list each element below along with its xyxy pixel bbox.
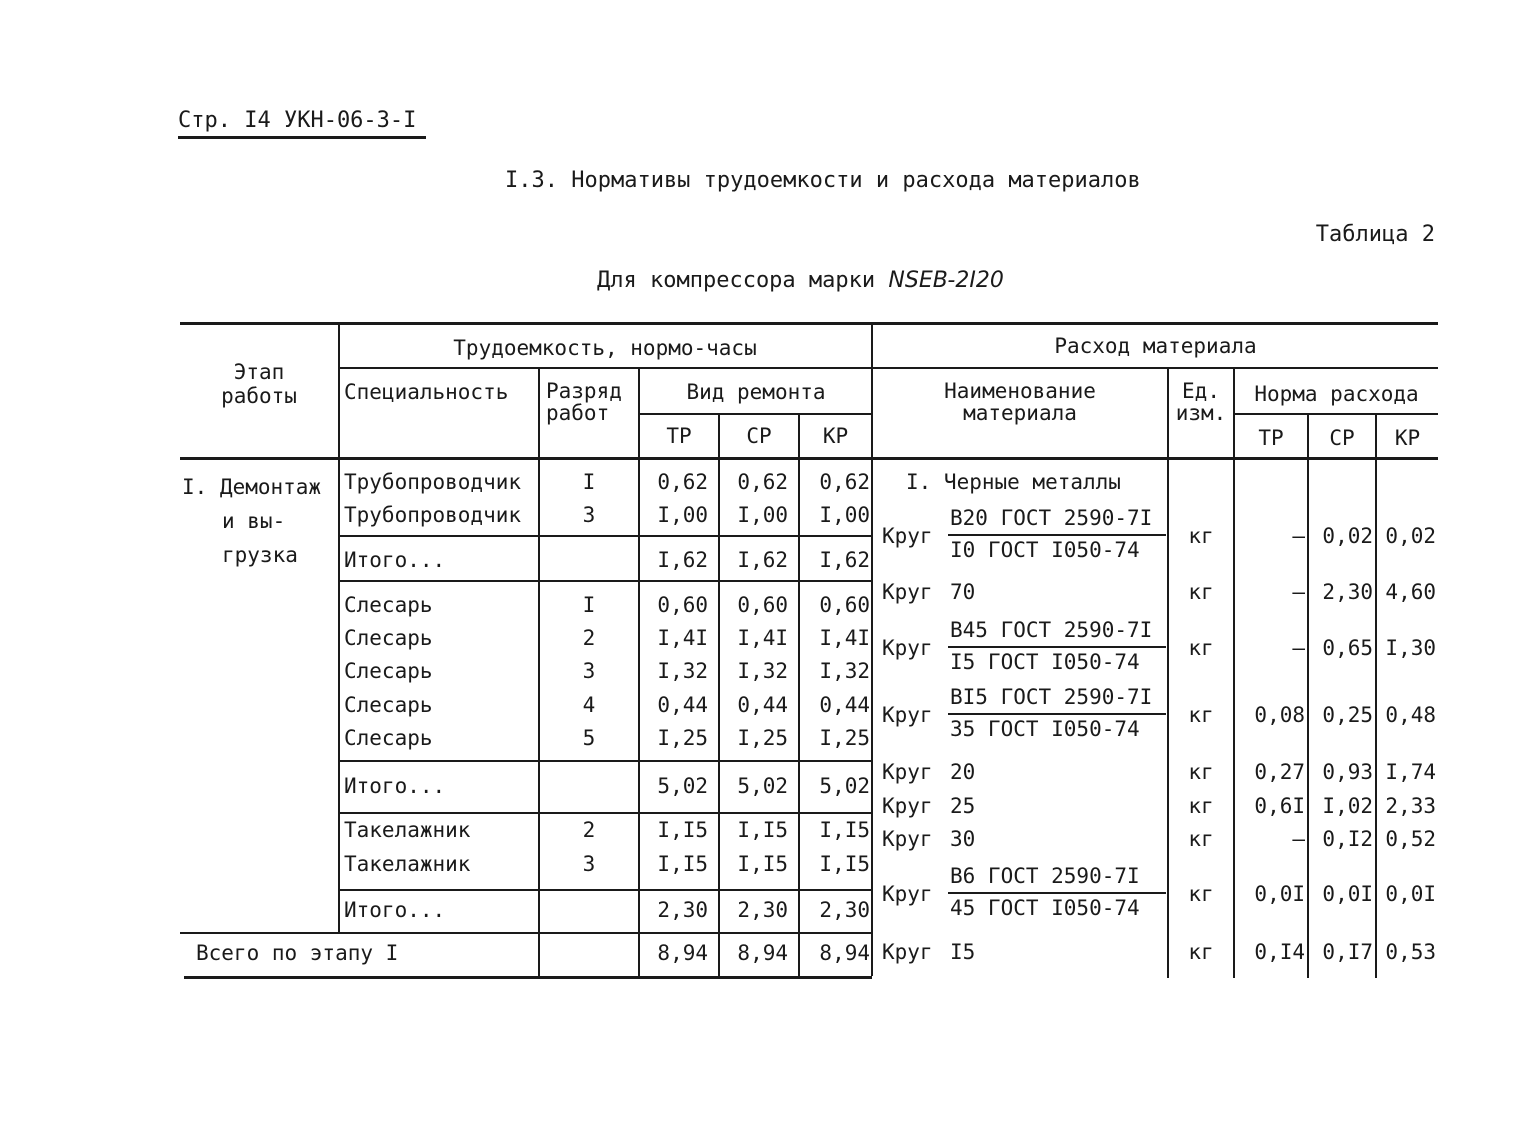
labor-sr: I,25 <box>737 726 788 750</box>
table-bottom-rule <box>184 976 872 979</box>
material-norm-sr: 0,I2 <box>1322 827 1373 851</box>
labor-kr: 0,44 <box>819 693 870 717</box>
table-label: Таблица 2 <box>1315 222 1435 247</box>
material-norm-tr: – <box>1292 827 1305 851</box>
material-norm-sr: 0,25 <box>1322 703 1373 727</box>
labor-tr: I,I5 <box>657 818 708 842</box>
compressor-model: NSEB-2I20 <box>888 268 1004 293</box>
subtotal-rule-1 <box>340 535 872 537</box>
labor-specialty: Слесарь <box>344 593 433 617</box>
labor-grade: 4 <box>582 693 596 717</box>
material-unit: кг <box>1188 636 1214 660</box>
labor-sr: I,62 <box>737 548 788 572</box>
material-unit: кг <box>1188 882 1214 906</box>
header-norm-tr: ТР <box>1258 426 1284 450</box>
material-unit: кг <box>1188 580 1214 604</box>
page-reference-underline <box>178 136 426 139</box>
header-bottom-rule <box>180 457 1438 460</box>
header-norm-kr: КР <box>1394 426 1421 450</box>
labor-tr: I,I5 <box>657 852 708 876</box>
labor-sr: 5,02 <box>737 774 788 798</box>
labor-specialty: Итого... <box>344 548 446 572</box>
material-norm-kr: 0,02 <box>1385 524 1436 548</box>
header-stage: Этап работы <box>221 360 297 408</box>
fraction-line <box>948 646 1166 648</box>
material-norm-kr: 4,60 <box>1385 580 1436 604</box>
labor-sr: I,32 <box>737 659 788 683</box>
material-norm-kr: 0,0I <box>1385 882 1436 906</box>
divider-stage-lower <box>338 612 340 932</box>
norms-table <box>180 322 1438 982</box>
labor-specialty: Итого... <box>344 898 446 922</box>
material-group-rule <box>872 367 1438 369</box>
material-name: Круг <box>882 760 933 784</box>
header-material-name: Наименование материала <box>944 379 1096 425</box>
labor-kr: 0,60 <box>819 593 870 617</box>
table-subtitle <box>597 268 1004 293</box>
labor-grade: 3 <box>582 852 596 876</box>
material-grade-bottom: I5 ГОСТ I050-74 <box>950 650 1140 674</box>
labor-kr: 2,30 <box>819 898 870 922</box>
labor-grade: 3 <box>582 503 596 527</box>
material-norm-sr: 0,93 <box>1322 760 1373 784</box>
table-top-rule <box>180 322 1438 325</box>
labor-tr: I,25 <box>657 726 708 750</box>
labor-grade: 3 <box>582 659 596 683</box>
material-norm-sr: 0,I7 <box>1322 940 1373 964</box>
material-grade-top: ВI5 ГОСТ 2590-7I <box>950 685 1153 709</box>
material-grade: 25 <box>950 794 976 818</box>
material-grade-bottom: I0 ГОСТ I050-74 <box>950 538 1140 562</box>
labor-specialty: Слесарь <box>344 626 433 650</box>
labor-sr: 0,60 <box>737 593 788 617</box>
header-unit: Ед. изм. <box>1175 379 1227 425</box>
header-norm: Норма расхода <box>1254 382 1419 406</box>
header-grade: Разряд работ <box>546 379 622 425</box>
repair-type-rule <box>640 413 872 415</box>
subtitle-prefix: Для компрессора марки <box>597 268 876 293</box>
fraction-line <box>948 713 1166 715</box>
material-norm-sr: 0,0I <box>1322 882 1373 906</box>
labor-specialty: Слесарь <box>344 659 433 683</box>
material-unit: кг <box>1188 524 1214 548</box>
header-tr: ТР <box>666 424 692 448</box>
labor-tr: I,32 <box>657 659 708 683</box>
divider-unit <box>1233 368 1235 978</box>
material-grade-top: В6 ГОСТ 2590-7I <box>950 864 1140 888</box>
stage-total-sr: 8,94 <box>737 941 788 965</box>
labor-kr: I,00 <box>819 503 870 527</box>
material-grade: 20 <box>950 760 976 784</box>
labor-grade: I <box>582 593 596 617</box>
labor-sr: I,I5 <box>737 852 788 876</box>
divider-stage <box>338 324 340 612</box>
labor-tr: 0,60 <box>657 593 708 617</box>
labor-grade: I <box>582 470 596 494</box>
material-norm-sr: I,02 <box>1322 794 1373 818</box>
stage-total-kr: 8,94 <box>819 941 870 965</box>
material-name: Круг <box>882 827 933 851</box>
labor-kr: I,I5 <box>819 818 870 842</box>
labor-kr: 5,02 <box>819 774 870 798</box>
group-rule-2 <box>340 812 872 814</box>
material-name: Круг <box>882 794 933 818</box>
labor-specialty: Слесарь <box>344 693 433 717</box>
labor-kr: I,4I <box>819 626 870 650</box>
fraction-line <box>948 534 1166 536</box>
labor-tr: I,4I <box>657 626 708 650</box>
group-rule-1 <box>340 580 872 582</box>
labor-specialty: Слесарь <box>344 726 433 750</box>
labor-tr: 0,62 <box>657 470 708 494</box>
material-norm-kr: 0,52 <box>1385 827 1436 851</box>
material-grade: 70 <box>950 580 976 604</box>
material-grade-bottom: 45 ГОСТ I050-74 <box>950 896 1140 920</box>
labor-specialty: Такелажник <box>344 852 471 876</box>
material-norm-tr: – <box>1292 524 1305 548</box>
labor-tr: I,62 <box>657 548 708 572</box>
subtotal-rule-3 <box>340 889 872 891</box>
labor-grade: 2 <box>582 818 596 842</box>
material-norm-tr: 0,08 <box>1254 703 1305 727</box>
labor-sr: I,4I <box>737 626 788 650</box>
header-repair-type: Вид ремонта <box>686 380 826 404</box>
fraction-line <box>948 892 1166 894</box>
material-grade: I5 <box>950 940 976 964</box>
labor-sr: 0,62 <box>737 470 788 494</box>
material-norm-tr: 0,0I <box>1254 882 1305 906</box>
material-grade: 30 <box>950 827 976 851</box>
material-norm-tr: – <box>1292 636 1305 660</box>
total-rule <box>180 932 872 934</box>
labor-sr: I,I5 <box>737 818 788 842</box>
material-unit: кг <box>1188 703 1214 727</box>
labor-kr: I,32 <box>819 659 870 683</box>
material-norm-kr: 0,53 <box>1385 940 1436 964</box>
labor-sr: 0,44 <box>737 693 788 717</box>
header-norm-sr: СР <box>1329 426 1355 450</box>
stage-total-tr: 8,94 <box>657 941 708 965</box>
labor-kr: I,62 <box>819 548 870 572</box>
material-norm-kr: 2,33 <box>1385 794 1436 818</box>
material-norm-sr: 0,02 <box>1322 524 1373 548</box>
material-unit: кг <box>1188 827 1214 851</box>
material-norm-tr: 0,I4 <box>1254 940 1305 964</box>
section-title: I.3. Нормативы трудоемкости и расхода материалов <box>505 168 1141 193</box>
header-labor-group: Трудоемкость, нормо-часы <box>453 336 757 360</box>
header-specialty: Специальность <box>344 380 509 404</box>
material-name: Круг <box>882 882 933 906</box>
labor-specialty: Итого... <box>344 774 446 798</box>
material-unit: кг <box>1188 760 1214 784</box>
material-name: Круг <box>882 636 933 660</box>
material-name: Круг <box>882 524 933 548</box>
stage-total-label: Всего по этапу I <box>196 941 399 965</box>
material-group-label: I. Черные металлы <box>906 470 1121 494</box>
page-reference: Стр. I4 УКН-06-3-I <box>178 108 417 133</box>
material-unit: кг <box>1188 794 1214 818</box>
subtotal-rule-2 <box>340 760 872 762</box>
labor-tr: 0,44 <box>657 693 708 717</box>
material-norm-kr: I,30 <box>1385 636 1436 660</box>
labor-sr: I,00 <box>737 503 788 527</box>
material-grade-top: В45 ГОСТ 2590-7I <box>950 618 1153 642</box>
material-norm-tr: – <box>1292 580 1305 604</box>
material-name: Круг <box>882 580 933 604</box>
labor-kr: I,I5 <box>819 852 870 876</box>
material-norm-sr: 0,65 <box>1322 636 1373 660</box>
labor-tr: 2,30 <box>657 898 708 922</box>
stage-name: I. Демонтаж и вы- грузка <box>182 475 322 567</box>
labor-specialty: Такелажник <box>344 818 471 842</box>
labor-grade: 5 <box>582 726 596 750</box>
labor-sr: 2,30 <box>737 898 788 922</box>
header-sr: СР <box>746 424 772 448</box>
labor-tr: 5,02 <box>657 774 708 798</box>
labor-specialty: Трубопроводчик <box>344 470 522 494</box>
labor-kr: I,25 <box>819 726 870 750</box>
material-norm-tr: 0,27 <box>1254 760 1305 784</box>
norm-rule <box>1234 413 1438 415</box>
header-kr: КР <box>822 424 849 448</box>
material-unit: кг <box>1188 940 1214 964</box>
labor-grade: 2 <box>582 626 596 650</box>
labor-tr: I,00 <box>657 503 708 527</box>
material-name: Круг <box>882 703 933 727</box>
material-name: Круг <box>882 940 933 964</box>
labor-group-rule <box>340 367 872 369</box>
material-norm-sr: 2,30 <box>1322 580 1373 604</box>
material-grade-top: В20 ГОСТ 2590-7I <box>950 506 1153 530</box>
labor-specialty: Трубопроводчик <box>344 503 522 527</box>
labor-kr: 0,62 <box>819 470 870 494</box>
header-material-group: Расход материала <box>1054 334 1257 358</box>
material-norm-tr: 0,6I <box>1254 794 1305 818</box>
material-norm-kr: I,74 <box>1385 760 1436 784</box>
material-norm-kr: 0,48 <box>1385 703 1436 727</box>
material-grade-bottom: 35 ГОСТ I050-74 <box>950 717 1140 741</box>
